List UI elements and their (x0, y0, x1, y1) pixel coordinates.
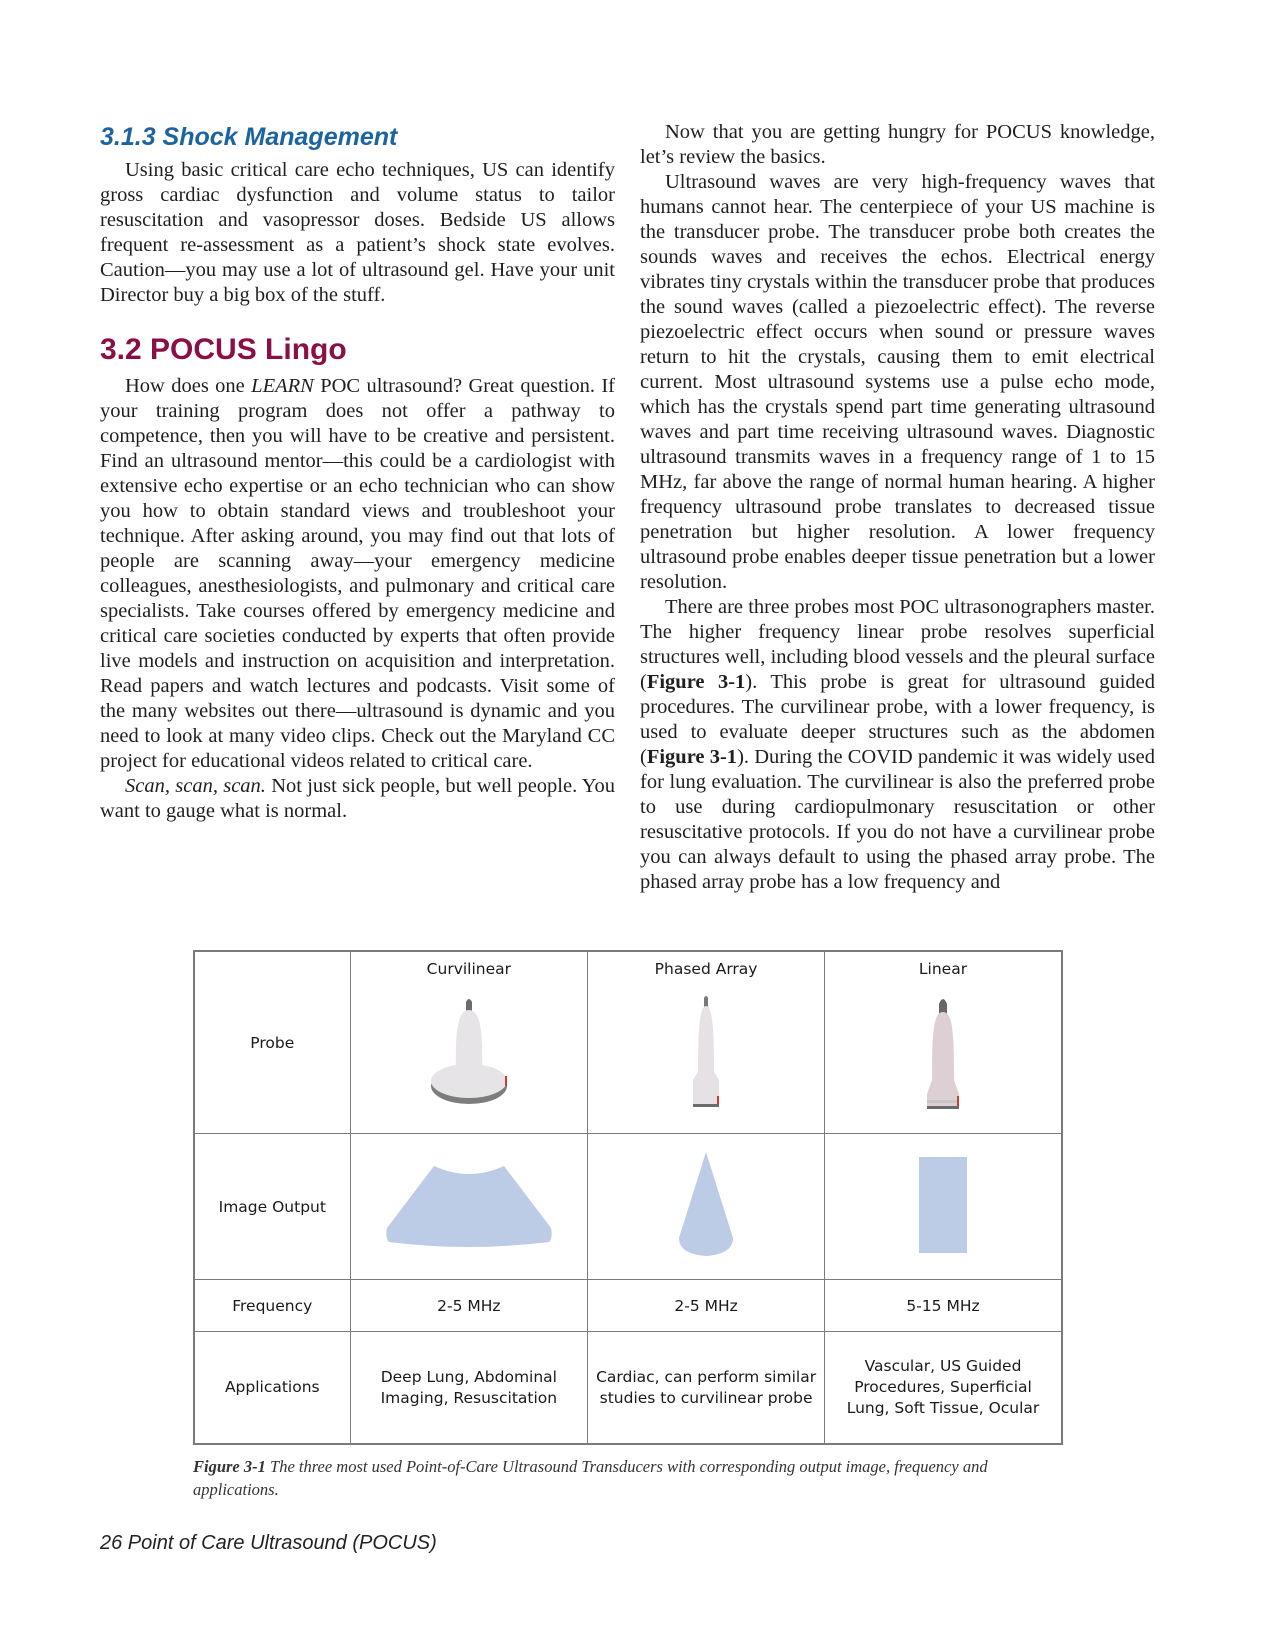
curvilinear-probe-icon (419, 994, 519, 1114)
table-row-probe (194, 951, 1062, 1134)
frequency-curvilinear: 2-5 MHz (350, 1280, 588, 1332)
applications-phased-array: Cardiac, can perform similar studies to curvilinear probe (588, 1332, 825, 1445)
rectangular-beam-icon (913, 1153, 973, 1257)
phased-array-probe-icon (676, 994, 736, 1114)
shock-management-paragraph: Using basic critical care echo techniques, US can identify gross cardiac dysfunction and volume status to tailor resuscitation and vasopressor doses. Bedside US allows frequent re-assessment as a patient’s shock state evolves. Caution—you may use a lot of ultrasound gel. Have your unit Director buy a big box of the stuff. (100, 159, 615, 306)
left-column (100, 120, 615, 824)
linear-probe-icon (908, 994, 978, 1114)
probe-cell-linear (825, 951, 1062, 1134)
section-heading-shock-management: 3.1.3 Shock Management (100, 123, 398, 151)
page-footer: 26 Point of Care Ultrasound (POCUS) (100, 1532, 437, 1554)
section-heading-pocus-lingo: 3.2 POCUS Lingo (100, 333, 347, 366)
emphasis-learn: LEARN (251, 375, 314, 397)
probe-cell-phased-array (588, 951, 825, 1134)
image-cell-linear (825, 1134, 1062, 1280)
figure-caption (193, 1455, 1073, 1501)
figure-reference: Figure 3-1 (646, 671, 746, 693)
figure-caption-text: The three most used Point-of-Care Ultrasound Transducers with corresponding output image, frequency and applications. (193, 1457, 988, 1499)
figure-reference: Figure 3-1 (646, 746, 738, 768)
probe-cell-curvilinear (350, 951, 588, 1134)
right-column (640, 120, 1155, 895)
emphasis-scan: Scan, scan, scan. (125, 775, 266, 797)
curved-fan-beam-icon (379, 1160, 559, 1250)
applications-linear: Vascular, US Guided Procedures, Superficial Lung, Soft Tissue, Ocular (825, 1332, 1062, 1445)
row-label-frequency: Frequency (194, 1280, 350, 1332)
frequency-phased-array: 2-5 MHz (588, 1280, 825, 1332)
pocus-lingo-paragraph-1: How does one LEARN POC ultrasound? Great question. If your training program does not offer a pathway to competence, then you will have to be creative and persistent. Find an ultrasound mentor—this could be a cardiologist with extensive echo expertise or an echo technician who can show you how to obtain standard views and troubleshoot your technique. After asking around, you may find out that lots of people are scanning away—your emergency medicine colleagues, anesthesiologists, and pulmonary and critical care specialists. Take courses offered by emergency medicine and critical care societies conducted by experts that often provide live models and instruction on acquisition and interpretation. Read papers and watch lectures and podcasts. Visit some of the many websites out there—ultrasound is dynamic and you need to look at many video clips. Check out the Maryland CC project for educational videos related to critical care. (100, 375, 615, 772)
table-row-applications (194, 1332, 1062, 1445)
row-label-image-output: Image Output (194, 1134, 350, 1280)
narrow-sector-beam-icon (671, 1150, 741, 1260)
row-label-applications: Applications (194, 1332, 350, 1445)
table-row-image-output (194, 1134, 1062, 1280)
table-row-frequency (194, 1280, 1062, 1332)
column-header-linear: Linear (918, 960, 968, 978)
ultrasound-waves-paragraph: Ultrasound waves are very high-frequency waves that humans cannot hear. The centerpiece of your US machine is the transducer probe. The transducer probe both creates the sounds waves and receives the echos. Electrical energy vibrates tiny crystals within the transducer probe that produces the sound waves (called a piezoelectric effect). The reverse piezoelectric effect occurs when sound or pressure waves return to hit the crystals, causing them to emit electrical current. Most ultrasound systems use a pulse echo mode, which has the crystals spend part time generating ultrasound waves and part time receiving ultrasound waves. Diagnostic ultrasound transmits waves in a frequency range of 1 to 15 MHz, far above the range of normal human hearing. A higher frequency ultrasound probe translates to decreased tissue penetration but higher resolution. A lower frequency ultrasound probe enables deeper tissue penetration but a lower resolution. (640, 171, 1155, 593)
image-cell-curvilinear (350, 1134, 588, 1280)
three-probes-paragraph: There are three probes most POC ultrasonographers master. The higher frequency linear probe resolves superficial structures well, including blood vessels and the pleural surface (Figure 3-1). This probe is great for ultrasound guided procedures. The curvilinear probe, with a lower frequency, is used to evaluate deeper structures such as the abdomen (Figure 3-1). During the COVID pandemic it was widely used for lung evaluation. The curvilinear is also the preferred probe to use during cardiopulmonary resuscitation or other resuscitative protocols. If you do not have a curvilinear probe you can always default to using the phased array probe. The phased array probe has a low frequency and (640, 596, 1155, 893)
applications-curvilinear: Deep Lung, Abdominal Imaging, Resuscitation (350, 1332, 588, 1445)
frequency-linear: 5-15 MHz (825, 1280, 1062, 1332)
column-header-phased-array: Phased Array (654, 960, 758, 978)
image-cell-phased-array (588, 1134, 825, 1280)
pocus-lingo-paragraph-2: Scan, scan, scan. Not just sick people, but well people. You want to gauge what is normal. (100, 775, 615, 822)
figure-label: Figure 3-1 (193, 1457, 266, 1476)
column-header-curvilinear: Curvilinear (426, 960, 512, 978)
probe-comparison-table (193, 950, 1063, 1445)
row-label-probe: Probe (194, 951, 350, 1134)
basics-intro-paragraph: Now that you are getting hungry for POCUS knowledge, let’s review the basics. (640, 121, 1155, 168)
